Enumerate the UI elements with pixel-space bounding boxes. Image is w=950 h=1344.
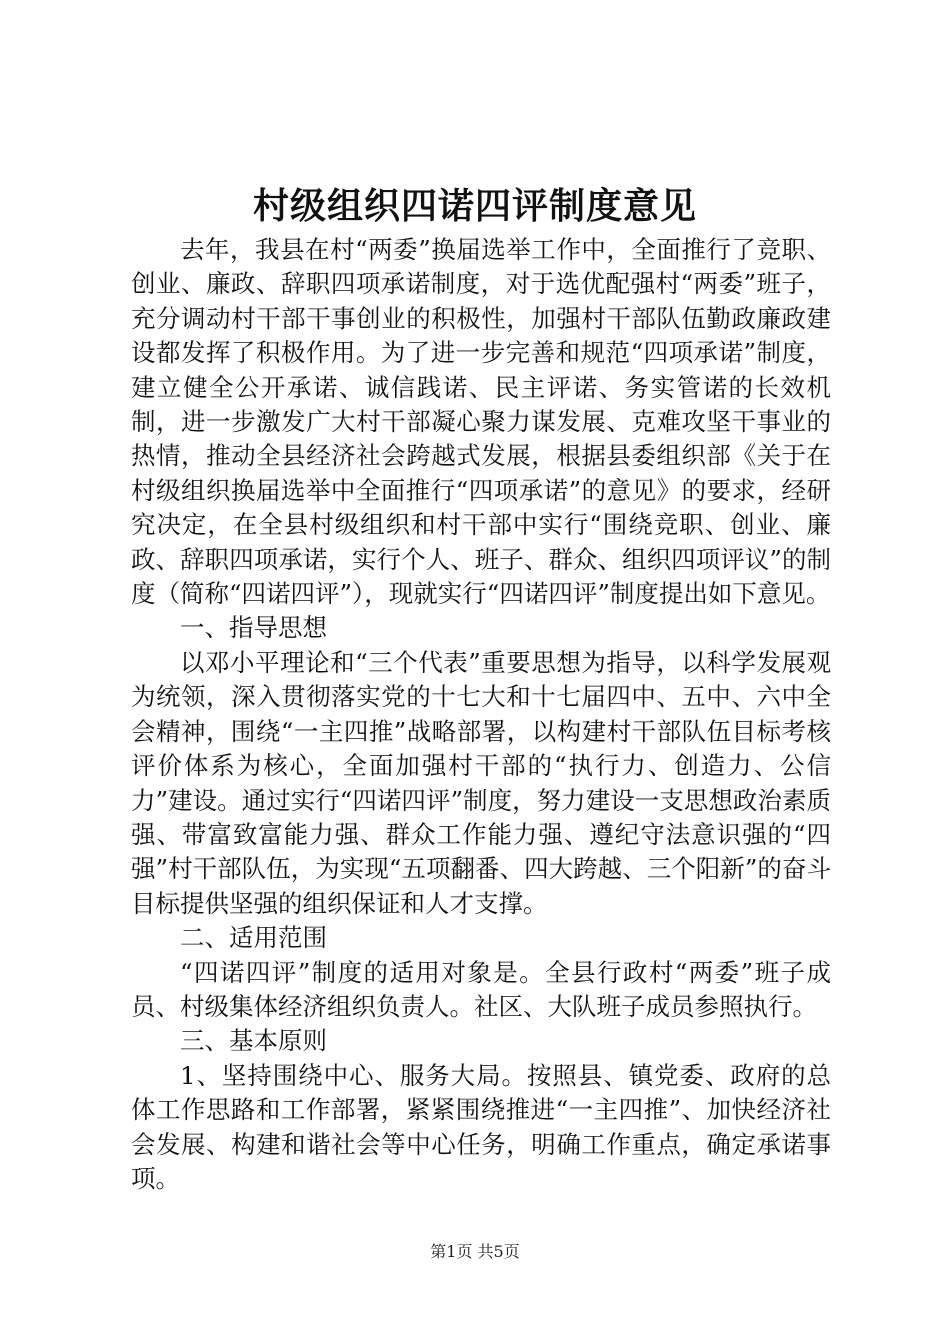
scope-paragraph: “四诺四评”制度的适用对象是。全县行政村“两委”班子成员、村级集体经济组织负责人。社区、大队班子成员参照执行。 (131, 957, 831, 1021)
section-heading-principles: 三、基本原则 (180, 1026, 327, 1056)
principle-1-paragraph: 1、坚持围绕中心、服务大局。按照县、镇党委、政府的总体工作思路和工作部署，紧紧围绕推进“一主四推”、加快经济社会发展、构建和谐社会等中心任务，明确工作重点，确定承诺事项。 (131, 1060, 831, 1193)
document-title: 村级组织四诺四评制度意见 (252, 185, 697, 227)
section-heading-scope: 二、适用范围 (180, 923, 327, 953)
section-heading-guiding-ideology: 一、指导思想 (180, 613, 327, 643)
page-footer: 第1页 共5页 (430, 1242, 520, 1261)
document-body (131, 233, 831, 1196)
intro-paragraph: 去年，我县在村“两委”换届选举工作中，全面推行了竞职、创业、廉政、辞职四项承诺制度，对于选优配强村“两委”班子，充分调动村干部干事创业的积极性，加强村干部队伍勤政廉政建设都发挥了积极作用。为了进一步完善和规范“四项承诺”制度，建立健全公开承诺、诚信践诺、民主评诺、务实管诺的长效机制，进一步激发广大村干部凝心聚力谋发展、克难攻坚干事业的热情，推动全县经济社会跨越式发展，根据县委组织部《关于在村级组织换届选举中全面推行“四项承诺”的意见》的要求，经研究决定，在全县村级组织和村干部中实行“围绕竞职、创业、廉政、辞职四项承诺，实行个人、班子、群众、组织四项评议”的制度（简称“四诺四评”），现就实行“四诺四评”制度提出如下意见。 (131, 235, 831, 609)
guiding-ideology-paragraph: 以邓小平理论和“三个代表”重要思想为指导，以科学发展观为统领，深入贯彻落实党的十七大和十七届四中、五中、六中全会精神，围绕“一主四推”战略部署，以构建村干部队伍目标考核评价体系为核心，全面加强村干部的“执行力、创造力、公信力”建设。通过实行“四诺四评”制度，努力建设一支思想政治素质强、带富致富能力强、群众工作能力强、遵纪守法意识强的“四强”村干部队伍，为实现“五项翻番、四大跨越、三个阳新”的奋斗目标提供坚强的组织保证和人才支撑。 (131, 647, 831, 918)
